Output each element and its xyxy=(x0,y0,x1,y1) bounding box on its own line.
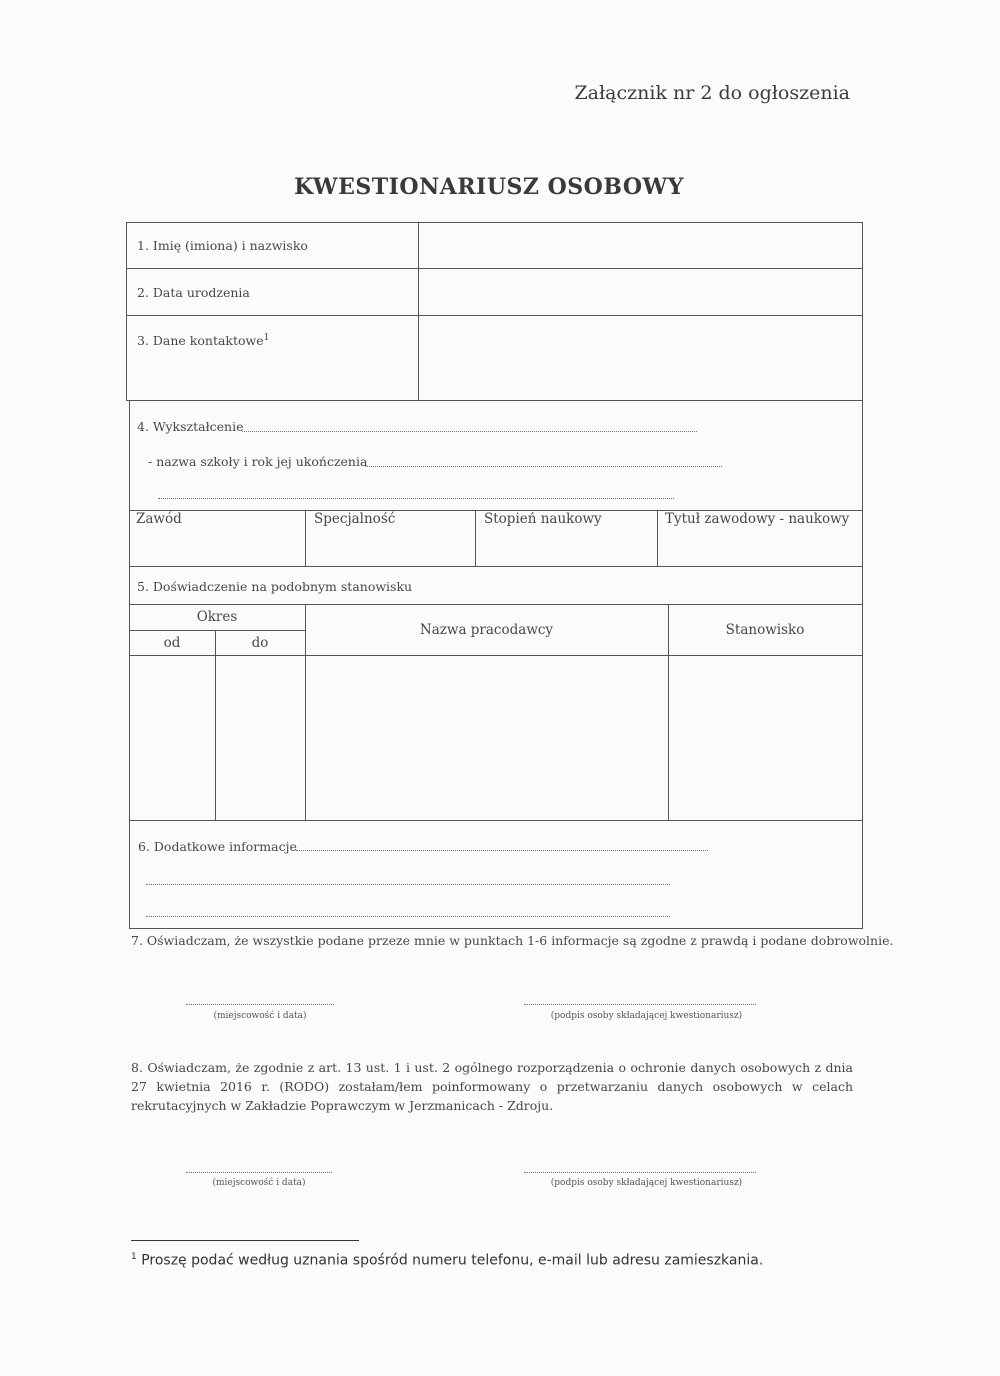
statement-7: 7. Oświadczam, że wszystkie podane przeze mnie w punktach 1-6 informacje są zgodne z prawdą i podane dobrowolnie. xyxy=(131,933,894,948)
place-date-field-1[interactable] xyxy=(186,1004,334,1005)
contact-label: 3. Dane kontaktowe$^1$ xyxy=(137,333,270,349)
education-label: 4. Wykształcenie xyxy=(137,419,244,434)
experience-position-cell[interactable] xyxy=(670,657,861,819)
additional-info-label: 6. Dodatkowe informacje xyxy=(138,839,297,854)
birth-date-field[interactable] xyxy=(420,270,860,313)
footnote-separator xyxy=(131,1240,359,1241)
school-field[interactable] xyxy=(365,466,722,467)
degree-header: Stopień naukowy xyxy=(484,511,602,527)
form-title: KWESTIONARIUSZ OSOBOWY xyxy=(294,174,684,200)
birth-date-label: 2. Data urodzenia xyxy=(137,285,250,300)
experience-label: 5. Doświadczenie na podobnym stanowisku xyxy=(137,579,413,594)
signature-field-1[interactable] xyxy=(524,1004,756,1005)
place-date-caption-1: (miejscowość i data) xyxy=(213,1011,307,1021)
signature-field-2[interactable] xyxy=(524,1172,756,1173)
footnote-marker: 1 xyxy=(263,333,270,343)
experience-to-cell[interactable] xyxy=(217,657,304,819)
contact-field[interactable] xyxy=(420,317,860,398)
profession-header: Zawód xyxy=(136,511,182,527)
name-field[interactable] xyxy=(420,224,860,266)
signature-caption-1: (podpis osoby składającej kwestionariusz) xyxy=(550,1011,743,1021)
footnote: $^1$ Proszę podać według uznania spośród numeru telefonu, e-mail lub adresu zamieszkania. xyxy=(131,1252,764,1269)
employer-header: Nazwa pracodawcy xyxy=(419,622,554,638)
experience-employer-cell[interactable] xyxy=(307,657,667,819)
signature-caption-2: (podpis osoby składającej kwestionariusz) xyxy=(550,1178,743,1188)
name-label: 1. Imię (imiona) i nazwisko xyxy=(137,238,308,253)
position-header: Stanowisko xyxy=(725,622,805,638)
experience-from-cell[interactable] xyxy=(131,657,214,819)
school-label: - nazwa szkoły i rok jej ukończenia xyxy=(148,454,368,469)
to-header: do xyxy=(251,635,269,651)
specialty-header: Specjalność xyxy=(314,511,396,527)
education-field[interactable] xyxy=(242,431,697,432)
place-date-caption-2: (miejscowość i data) xyxy=(212,1178,306,1188)
school-field-continuation[interactable] xyxy=(158,498,674,499)
period-header: Okres xyxy=(196,609,238,625)
title-header: Tytuł zawodowy - naukowy xyxy=(665,511,850,527)
additional-info-line-3[interactable] xyxy=(146,916,670,917)
additional-info-line-2[interactable] xyxy=(146,884,670,885)
from-header: od xyxy=(163,635,181,651)
additional-info-field[interactable] xyxy=(296,850,708,851)
place-date-field-2[interactable] xyxy=(186,1172,332,1173)
attachment-note: Załącznik nr 2 do ogłoszenia xyxy=(574,82,850,104)
